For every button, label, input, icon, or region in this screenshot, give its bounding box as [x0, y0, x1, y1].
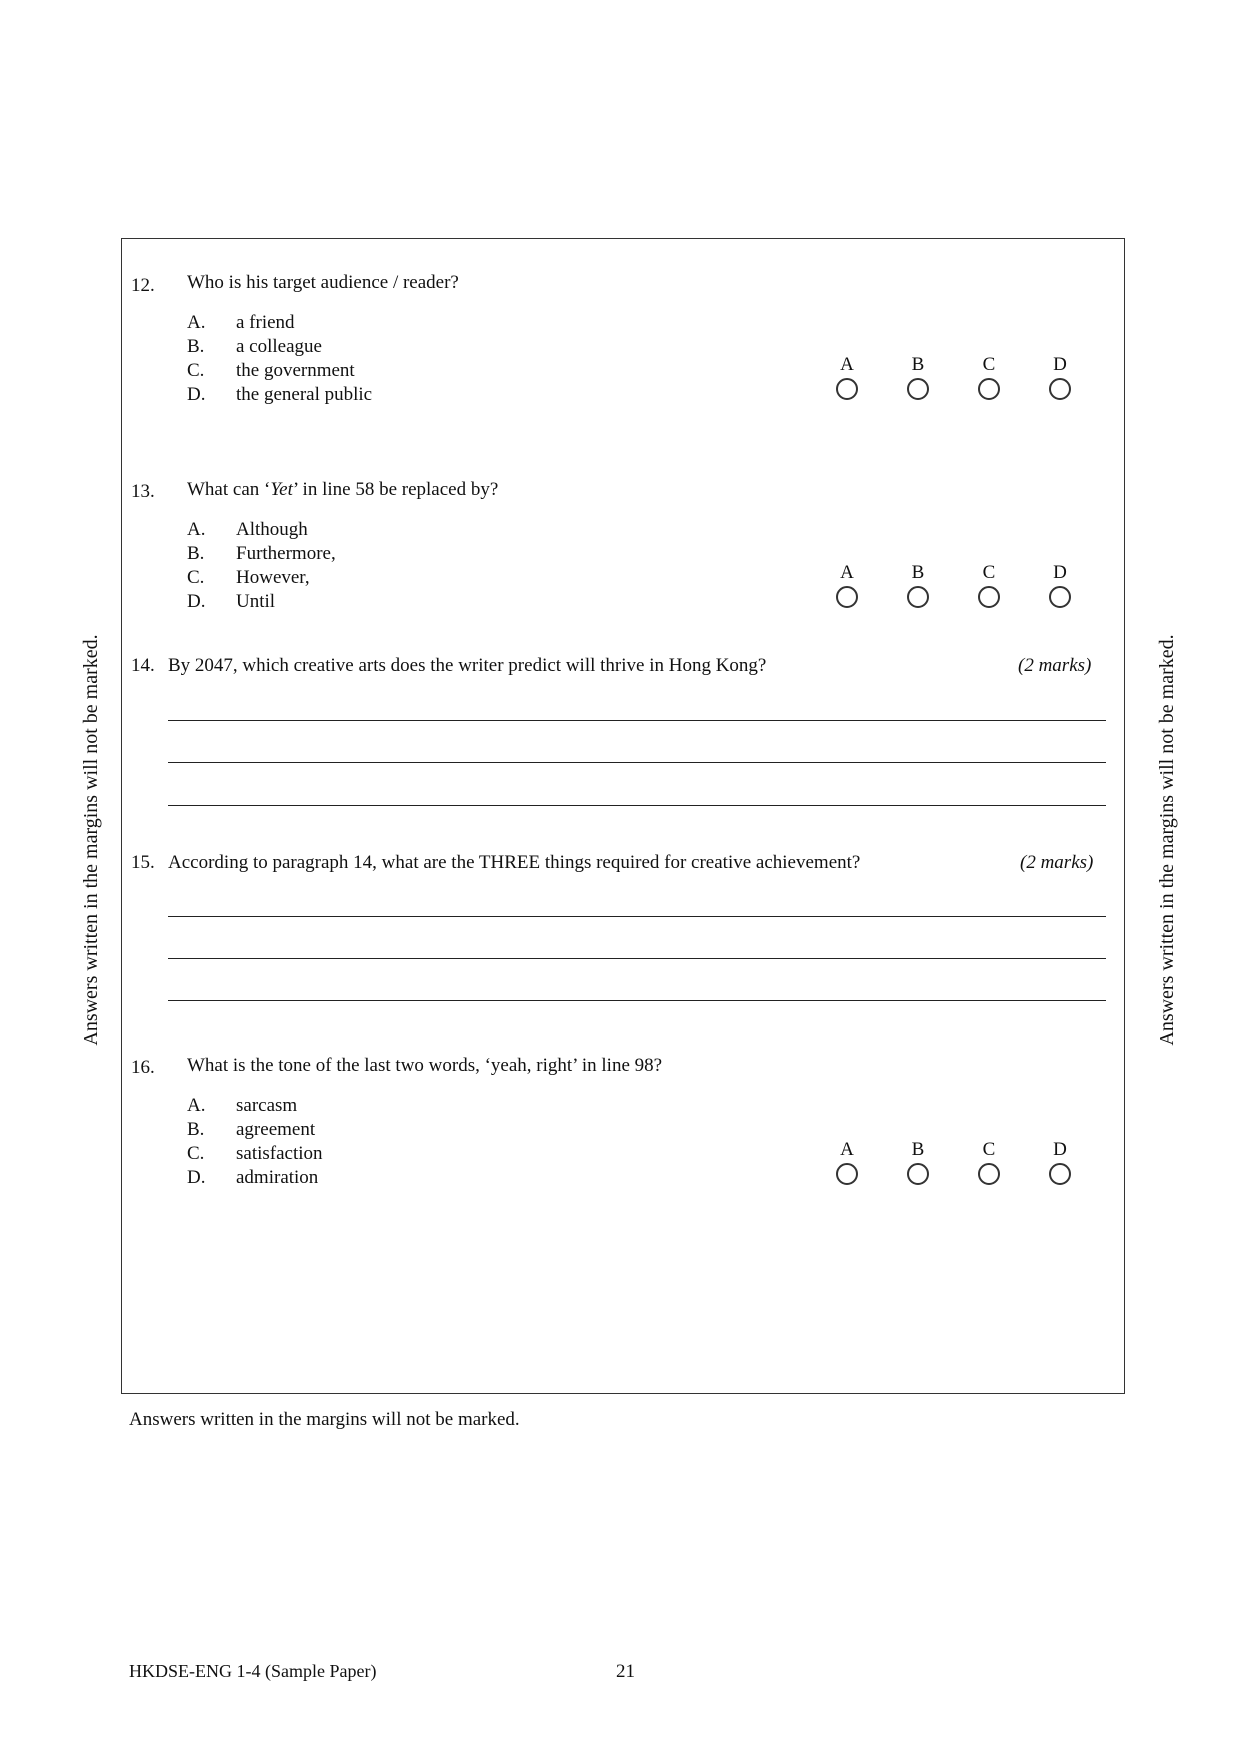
bubble-a[interactable] — [836, 586, 858, 608]
bubble-label-b: B — [911, 562, 925, 583]
bubble-label-a: A — [840, 562, 854, 583]
option-letter: B. — [187, 336, 205, 357]
option-text: Furthermore, — [236, 543, 336, 564]
answer-line-3[interactable] — [168, 1000, 1106, 1001]
answer-line-2[interactable] — [168, 762, 1106, 763]
question-number: 13. — [131, 481, 155, 502]
bubble-label-d: D — [1053, 1139, 1067, 1160]
margin-note-right: Answers written in the margins will not be marked. — [1156, 634, 1178, 1046]
footer-margin-note: Answers written in the margins will not be marked. — [129, 1409, 520, 1430]
option-text: sarcasm — [236, 1095, 298, 1116]
question-number: 15. — [131, 852, 155, 873]
answer-frame — [121, 238, 1125, 1394]
question-prompt: By 2047, which creative arts does the writer predict will thrive in Hong Kong? — [168, 655, 767, 676]
bubble-label-b: B — [911, 354, 925, 375]
bubble-c[interactable] — [978, 378, 1000, 400]
option-letter: B. — [187, 1119, 205, 1140]
option-text: the government — [236, 360, 355, 381]
bubble-b[interactable] — [907, 586, 929, 608]
option-letter: A. — [187, 519, 206, 540]
question-prompt: What can ‘Yet’ in line 58 be replaced by? — [187, 479, 499, 500]
bubble-label-c: C — [982, 1139, 996, 1160]
option-letter: B. — [187, 543, 205, 564]
option-letter: A. — [187, 312, 206, 333]
page-number: 21 — [616, 1661, 635, 1682]
option-text: Until — [236, 591, 276, 612]
marks-label: (2 marks) — [1020, 852, 1094, 873]
option-text: a friend — [236, 312, 295, 333]
option-letter: C. — [187, 567, 205, 588]
bubble-label-a: A — [840, 1139, 854, 1160]
bubble-c[interactable] — [978, 586, 1000, 608]
question-number: 16. — [131, 1057, 155, 1078]
answer-line-2[interactable] — [168, 958, 1106, 959]
option-text: agreement — [236, 1119, 316, 1140]
bubble-a[interactable] — [836, 1163, 858, 1185]
marks-label: (2 marks) — [1018, 655, 1092, 676]
bubble-label-b: B — [911, 1139, 925, 1160]
answer-line-1[interactable] — [168, 916, 1106, 917]
option-letter: A. — [187, 1095, 206, 1116]
option-text: admiration — [236, 1167, 319, 1188]
bubble-label-d: D — [1053, 354, 1067, 375]
option-text: However, — [236, 567, 310, 588]
option-text: a colleague — [236, 336, 322, 357]
option-letter: D. — [187, 591, 206, 612]
option-text: satisfaction — [236, 1143, 323, 1164]
answer-line-1[interactable] — [168, 720, 1106, 721]
question-prompt: According to paragraph 14, what are the THREE things required for creative achievement? — [168, 852, 861, 873]
bubble-a[interactable] — [836, 378, 858, 400]
option-letter: D. — [187, 1167, 206, 1188]
option-letter: C. — [187, 1143, 205, 1164]
option-text: the general public — [236, 384, 373, 405]
margin-note-left: Answers written in the margins will not be marked. — [80, 634, 102, 1046]
question-prompt: What is the tone of the last two words, ‘yeah, right’ in line 98? — [187, 1055, 663, 1076]
bubble-d[interactable] — [1049, 1163, 1071, 1185]
option-letter: D. — [187, 384, 206, 405]
bubble-d[interactable] — [1049, 378, 1071, 400]
answer-line-3[interactable] — [168, 805, 1106, 806]
bubble-b[interactable] — [907, 378, 929, 400]
bubble-label-a: A — [840, 354, 854, 375]
bubble-b[interactable] — [907, 1163, 929, 1185]
paper-code: HKDSE-ENG 1-4 (Sample Paper) — [129, 1661, 377, 1681]
bubble-label-c: C — [982, 562, 996, 583]
option-letter: C. — [187, 360, 205, 381]
bubble-d[interactable] — [1049, 586, 1071, 608]
option-text: Although — [236, 519, 308, 540]
bubble-c[interactable] — [978, 1163, 1000, 1185]
bubble-label-c: C — [982, 354, 996, 375]
question-number: 14. — [131, 655, 155, 676]
question-prompt: Who is his target audience / reader? — [187, 272, 459, 293]
question-number: 12. — [131, 275, 155, 296]
bubble-label-d: D — [1053, 562, 1067, 583]
